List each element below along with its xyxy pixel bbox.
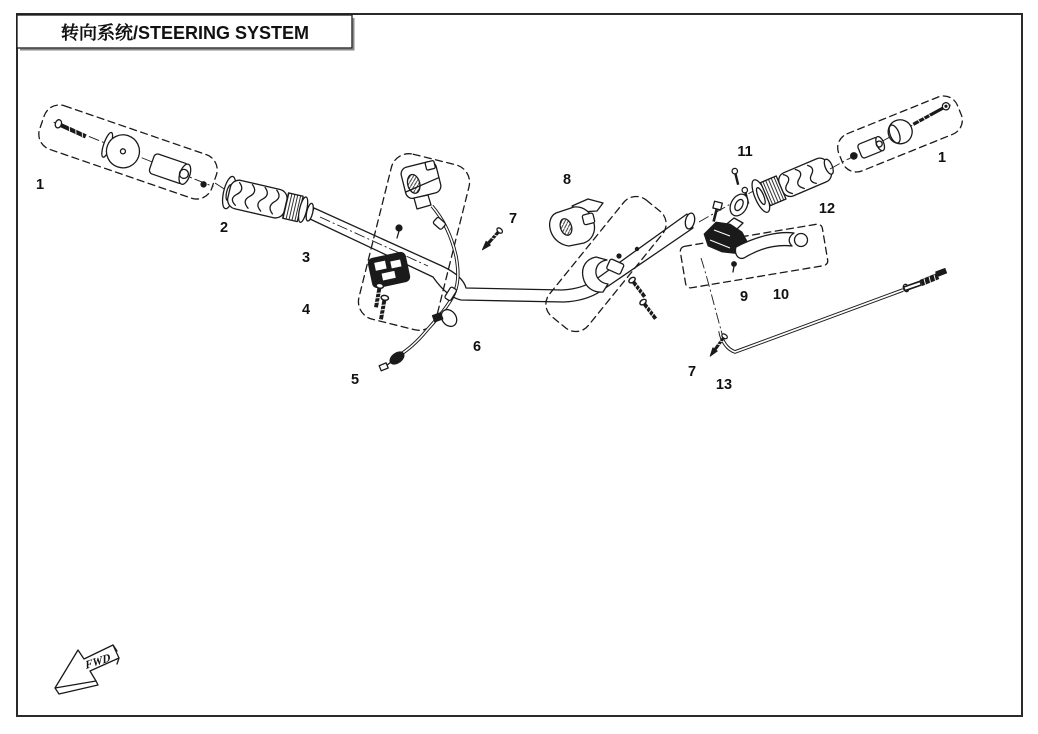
part-callout-7: 7	[508, 211, 518, 227]
part-callout-11: 11	[737, 144, 753, 160]
part-callout-8: 8	[562, 172, 572, 188]
part-callout-2: 2	[219, 220, 229, 236]
part-callout-7: 7	[687, 364, 697, 380]
title-box	[17, 15, 354, 50]
part-callout-9: 9	[739, 289, 749, 305]
part-callout-4: 4	[301, 302, 311, 318]
part-callout-6: 6	[472, 339, 482, 355]
page-border	[17, 14, 1022, 716]
part-callout-13: 13	[715, 377, 733, 393]
part-callout-1: 1	[35, 177, 45, 193]
part-callout-5: 5	[350, 372, 360, 388]
part-callout-10: 10	[772, 287, 790, 303]
small-bolt	[396, 225, 402, 231]
part-callout-1: 1	[937, 150, 947, 166]
part-callout-3: 3	[301, 250, 311, 266]
part-callout-12: 12	[818, 201, 836, 217]
page-title: 转向系统/STEERING SYSTEM	[60, 23, 310, 43]
lever-ball-end	[795, 234, 808, 247]
fwd-label: FWD	[84, 652, 112, 672]
